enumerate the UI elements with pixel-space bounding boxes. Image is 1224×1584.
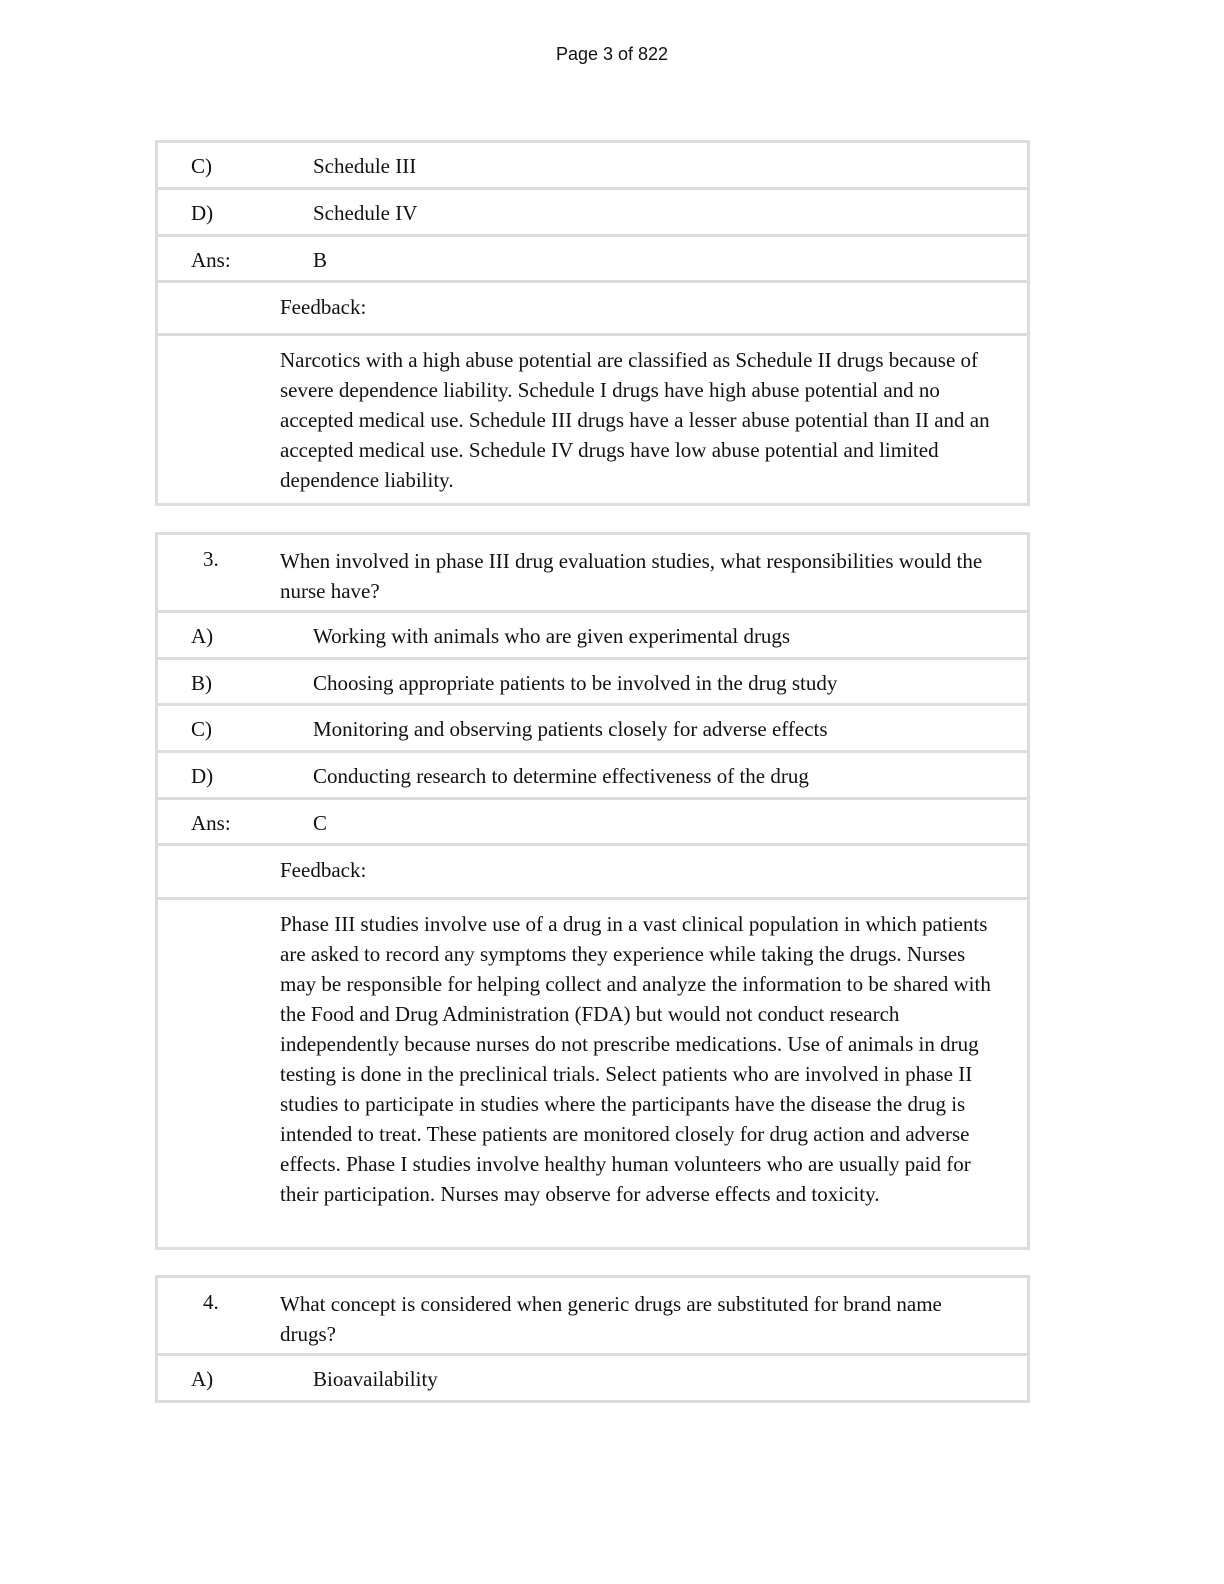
option-row-d [158,190,1027,237]
option-text: Schedule IV [313,201,418,225]
option-row-a [158,1356,1027,1400]
answer-label: Ans: [191,248,231,272]
option-label: A) [191,624,214,648]
answer-row [158,237,1027,283]
option-row-c [158,706,1027,753]
question-text: What concept is considered when generic drugs are substituted for brand name drugs? [280,1292,942,1346]
feedback-label-row [158,846,1027,900]
answer-value: C [313,811,328,835]
feedback-text-row [158,900,1027,1247]
answer-label: Ans: [191,811,231,835]
feedback-text: Phase III studies involve use of a drug in a vast clinical population in which patients are asked to record any symptoms they experience while taking the drugs. Nurses may be responsible for helping collect and analyze the information to be shared with the Food and Drug Administration (FDA) but would not conduct research independently because nurses do not prescribe medications. Use of animals in drug testing is done in the preclinical trials. Select patients who are involved in phase II studies to participate in studies where the participants have the disease the drug is intended to treat. These patients are monitored closely for drug action and adverse effects. Phase I studies involve healthy human volunteers who are usually paid for their participation. Nurses may observe for adverse effects and toxicity. [280,912,991,1206]
feedback-text: Narcotics with a high abuse potential are classified as Schedule II drugs because of severe dependence liability. Schedule I drugs have high abuse potential and no accepted medical use. Schedule III drugs have a lesser abuse potential than II and an accepted medical use. Schedule IV drugs have low abuse potential and limited dependence liability. [280,348,990,492]
option-label: B) [191,671,212,695]
option-text: Working with animals who are given experimental drugs [313,624,791,648]
question-row [158,535,1027,613]
option-text: Conducting research to determine effectiveness of the drug [313,764,809,788]
page-number: Page 3 of 822 [555,44,669,64]
question-2-table [155,140,1030,506]
option-text: Bioavailability [313,1367,438,1391]
question-4-table [155,1275,1030,1403]
question-row [158,1278,1027,1356]
question-number: 4. [203,1290,219,1314]
question-text: When involved in phase III drug evaluation studies, what responsibilities would the nurse have? [280,549,983,603]
option-label: C) [191,717,212,741]
option-row-c [158,143,1027,190]
option-label: D) [191,201,214,225]
option-text: Monitoring and observing patients closely for adverse effects [313,717,828,741]
feedback-label: Feedback: [280,858,367,882]
option-row-d [158,753,1027,800]
option-label: C) [191,154,212,178]
answer-value: B [313,248,328,272]
option-row-a [158,613,1027,660]
feedback-text-row [158,336,1027,503]
question-number: 3. [203,547,219,571]
option-text: Schedule III [313,154,417,178]
option-label: D) [191,764,214,788]
feedback-label: Feedback: [280,295,367,319]
question-3-table [155,532,1030,1250]
feedback-label-row [158,283,1027,336]
option-label: A) [191,1367,214,1391]
option-text: Choosing appropriate patients to be involved in the drug study [313,671,838,695]
answer-row [158,800,1027,846]
option-row-b [158,660,1027,706]
